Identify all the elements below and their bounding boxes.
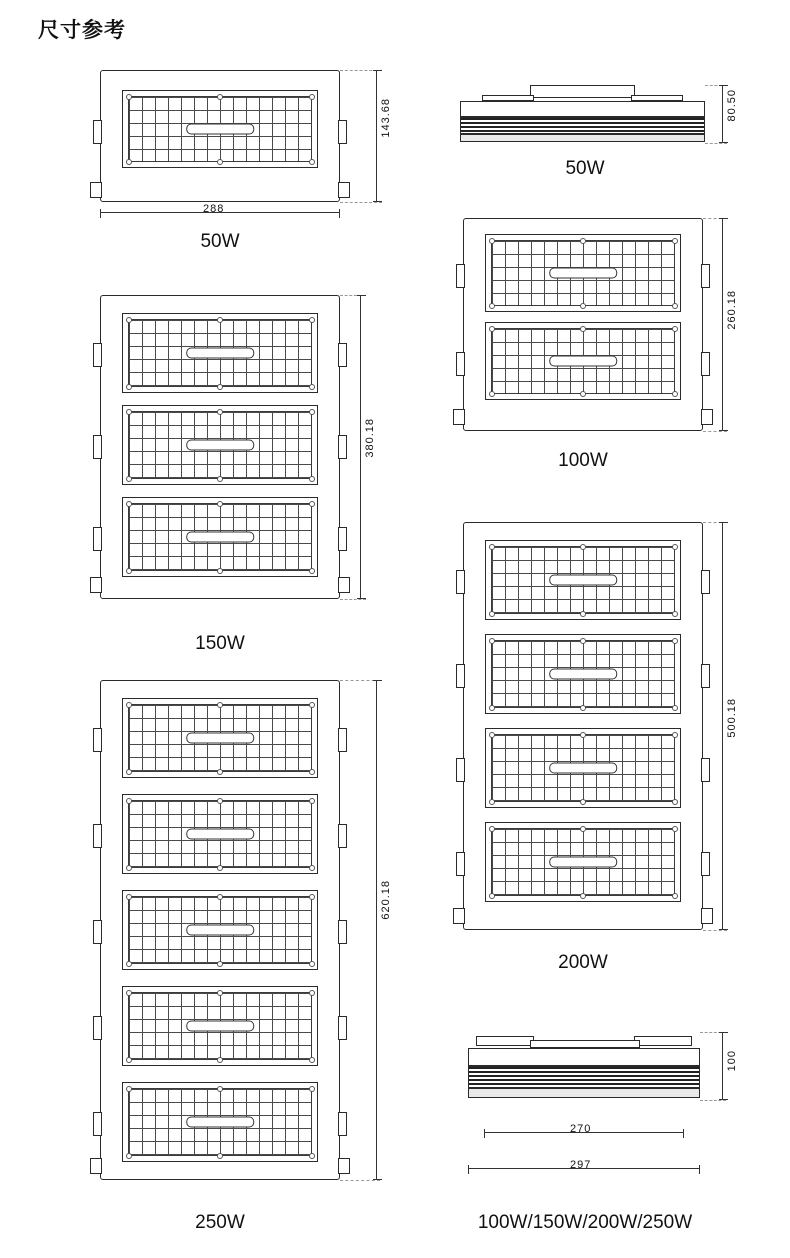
side-bracket-right (338, 728, 347, 752)
dimension-line-height-150w (360, 295, 361, 599)
led-module (122, 90, 318, 168)
extension-line (340, 202, 382, 203)
dimension-line-height-100w (722, 218, 723, 431)
side-bracket-right (338, 120, 347, 144)
side-bracket-right (701, 852, 710, 876)
led-module (485, 728, 681, 808)
dimension-line-depth-multi (722, 1032, 723, 1100)
heatsink-fins (460, 117, 705, 134)
side-bracket-left (93, 120, 102, 144)
led-module (122, 986, 318, 1066)
side-bracket-left (456, 264, 465, 288)
side-bracket-right (338, 1112, 347, 1136)
led-array (491, 640, 675, 708)
dimension-label-height-100w: 260.18 (726, 290, 738, 330)
mount-foot-right (701, 409, 713, 425)
led-array (128, 503, 312, 571)
side-bracket-left (93, 343, 102, 367)
led-array (491, 240, 675, 306)
led-array (128, 992, 312, 1060)
dimension-line-depth-50w (722, 85, 723, 143)
side-bracket-right (338, 435, 347, 459)
led-array (128, 96, 312, 162)
dimension-label-height-200w: 500.18 (726, 698, 738, 738)
mount-bracket (530, 85, 635, 98)
mount-foot-left (453, 908, 465, 924)
side-bracket-right (701, 758, 710, 782)
led-module (485, 322, 681, 400)
side-bracket-left (93, 728, 102, 752)
led-array (128, 800, 312, 868)
caption-multi-side: 100W/150W/200W/250W (477, 1212, 693, 1233)
extension-line (703, 930, 727, 931)
extension-line (340, 1180, 380, 1181)
housing-body-side (468, 1048, 700, 1066)
led-array (128, 319, 312, 387)
led-module (122, 890, 318, 970)
side-bracket-left (456, 852, 465, 876)
caption-250w: 250W (195, 1212, 245, 1233)
led-array (128, 704, 312, 772)
led-array (491, 828, 675, 896)
led-array (128, 411, 312, 479)
mount-bracket (530, 1040, 640, 1048)
extension-line (700, 1100, 726, 1101)
side-bracket-right (338, 343, 347, 367)
caption-100w: 100W (558, 450, 608, 471)
dimension-line-height-50w (376, 70, 377, 202)
mount-foot-right (338, 577, 350, 593)
heatsink-fins (468, 1066, 700, 1088)
mount-arm-right (634, 1036, 692, 1046)
dimension-label-height-250w: 620.18 (380, 880, 392, 920)
caption-50w-side: 50W (565, 158, 605, 179)
dimension-label-inner-width: 270 (570, 1123, 592, 1135)
mount-foot-left (90, 182, 102, 198)
side-bracket-right (338, 527, 347, 551)
mount-arm-left (476, 1036, 534, 1046)
side-bracket-right (338, 1016, 347, 1040)
side-bracket-right (701, 570, 710, 594)
led-array (491, 546, 675, 614)
mount-foot-left (90, 1158, 102, 1174)
figure-200w-front (463, 522, 703, 930)
led-array (128, 896, 312, 964)
dimension-line-height-200w (722, 522, 723, 930)
led-module (122, 794, 318, 874)
led-module (485, 822, 681, 902)
side-bracket-left (93, 527, 102, 551)
page-title: 尺寸参考 (38, 19, 126, 42)
side-bracket-left (93, 1016, 102, 1040)
led-module (122, 497, 318, 577)
dimension-label-width-50w: 288 (203, 203, 225, 215)
extension-line (705, 143, 727, 144)
side-bracket-left (456, 352, 465, 376)
side-bracket-left (93, 824, 102, 848)
dimension-label-outer-width: 297 (570, 1159, 592, 1171)
led-module (122, 405, 318, 485)
dimension-label-depth-multi: 100 (726, 1050, 738, 1072)
side-bracket-left (93, 1112, 102, 1136)
figure-50w-front (100, 70, 340, 202)
side-bracket-right (701, 352, 710, 376)
led-module (485, 634, 681, 714)
side-bracket-left (93, 920, 102, 944)
mount-foot-left (453, 409, 465, 425)
caption-200w: 200W (558, 952, 608, 973)
figure-50w-side (460, 85, 705, 143)
side-bracket-left (456, 664, 465, 688)
lens-side (460, 134, 705, 142)
extension-line (340, 599, 366, 600)
side-bracket-right (338, 920, 347, 944)
led-module (122, 1082, 318, 1162)
led-module (122, 313, 318, 393)
side-bracket-left (456, 570, 465, 594)
caption-50w-front: 50W (200, 231, 240, 252)
caption-150w: 150W (195, 633, 245, 654)
led-module (485, 540, 681, 620)
led-array (128, 1088, 312, 1156)
figure-100w-front (463, 218, 703, 431)
dimension-label-height-150w: 380.18 (364, 418, 376, 458)
dimension-line-height-250w (376, 680, 377, 1180)
extension-line (703, 431, 727, 432)
side-bracket-right (338, 824, 347, 848)
side-bracket-left (93, 435, 102, 459)
side-bracket-right (701, 664, 710, 688)
dimension-label-depth-50w: 80.50 (726, 89, 738, 122)
figure-multi-side (468, 1032, 700, 1100)
housing-body-side (460, 101, 705, 117)
figure-150w-front (100, 295, 340, 599)
figure-250w-front (100, 680, 340, 1180)
mount-foot-right (338, 182, 350, 198)
dimension-label-height-50w: 143.68 (380, 98, 392, 138)
led-module (122, 698, 318, 778)
mount-foot-right (701, 908, 713, 924)
led-array (491, 328, 675, 394)
led-array (491, 734, 675, 802)
mount-foot-right (338, 1158, 350, 1174)
led-module (485, 234, 681, 312)
side-bracket-right (701, 264, 710, 288)
mount-foot-left (90, 577, 102, 593)
lens-side (468, 1088, 700, 1098)
side-bracket-left (456, 758, 465, 782)
